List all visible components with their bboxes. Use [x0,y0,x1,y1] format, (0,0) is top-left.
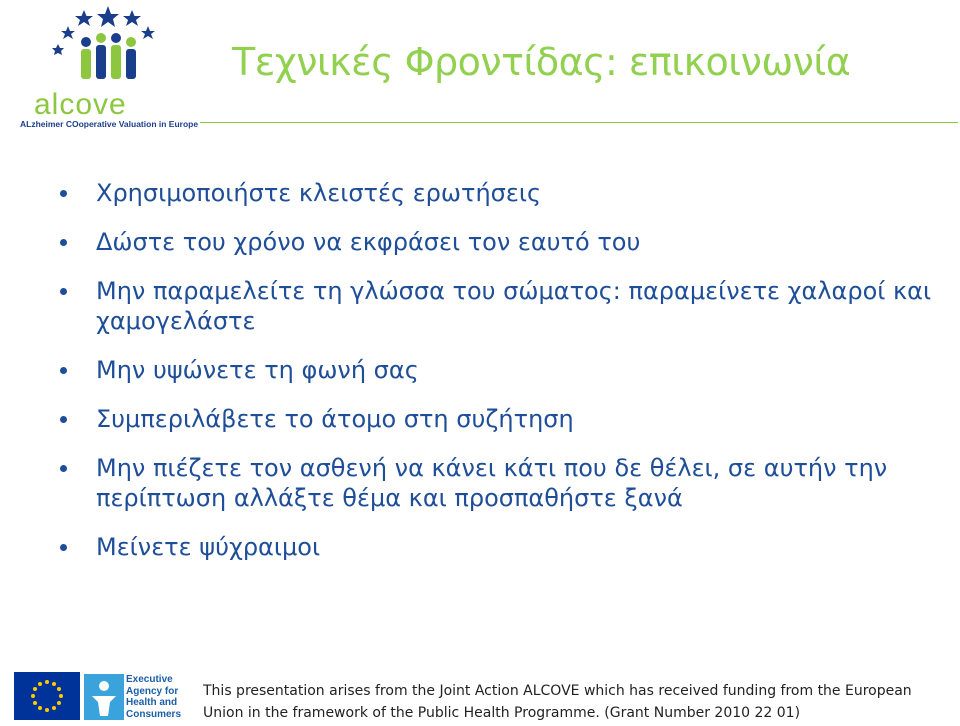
bullet-item [60,276,950,336]
title-divider [200,122,958,123]
bullet-dot-icon [60,367,67,374]
bullet-dot-icon [60,544,67,551]
logo-wordmark: alcove [34,88,127,121]
bullet-dot-icon [60,190,67,197]
agency-name: Executive Agency for Health and Consumers [126,674,182,720]
funding-disclaimer: This presentation arises from the Joint Action ALCOVE which has received funding from the European Union in the framework of the Public Health Programme. (Grant Number 2010 22 01) [203,683,912,721]
agency-logo [84,672,196,724]
bullet-text: Μην παραμελείτε τη γλώσσα του σώματος: παραμείνετε χαλαροί και χαμογελάστε [96,277,932,335]
bullet-text: Δώστε του χρόνο να εκφράσει τον εαυτό του [96,228,641,256]
agency-figure-icon [84,672,124,722]
alcove-stars-figures-icon [8,4,186,94]
eu-flag-icon [14,672,80,720]
bullet-text: Μην πιέζετε τον ασθενή να κάνει κάτι που δε θέλει, σε αυτήν την περίπτωση αλλάξτε θέμα και προσπαθήστε ξανά [96,454,888,512]
bullet-dot-icon [60,239,67,246]
bullet-item [60,227,950,257]
bullet-dot-icon [60,288,67,295]
logo-subtitle: ALzheimer COoperative Valuation in Europe [20,119,199,129]
eu-stars-icon [14,672,80,720]
bullet-text: Μείνετε ψύχραιμοι [96,533,321,561]
bullet-item [60,178,950,208]
bullet-dot-icon [60,465,67,472]
bullet-item [60,532,950,562]
slide-title: Τεχνικές Φροντίδας: επικοινωνία [232,40,851,84]
bullet-item [60,404,950,434]
bullet-item [60,355,950,385]
bullet-list [60,178,950,581]
bullet-dot-icon [60,416,67,423]
bullet-text: Μην υψώνετε τη φωνή σας [96,356,419,384]
alcove-logo [8,4,199,129]
bullet-text: Συμπεριλάβετε το άτομο στη συζήτηση [96,405,574,433]
bullet-item [60,453,950,513]
bullet-text: Χρησιμοποιήστε κλειστές ερωτήσεις [96,179,542,207]
